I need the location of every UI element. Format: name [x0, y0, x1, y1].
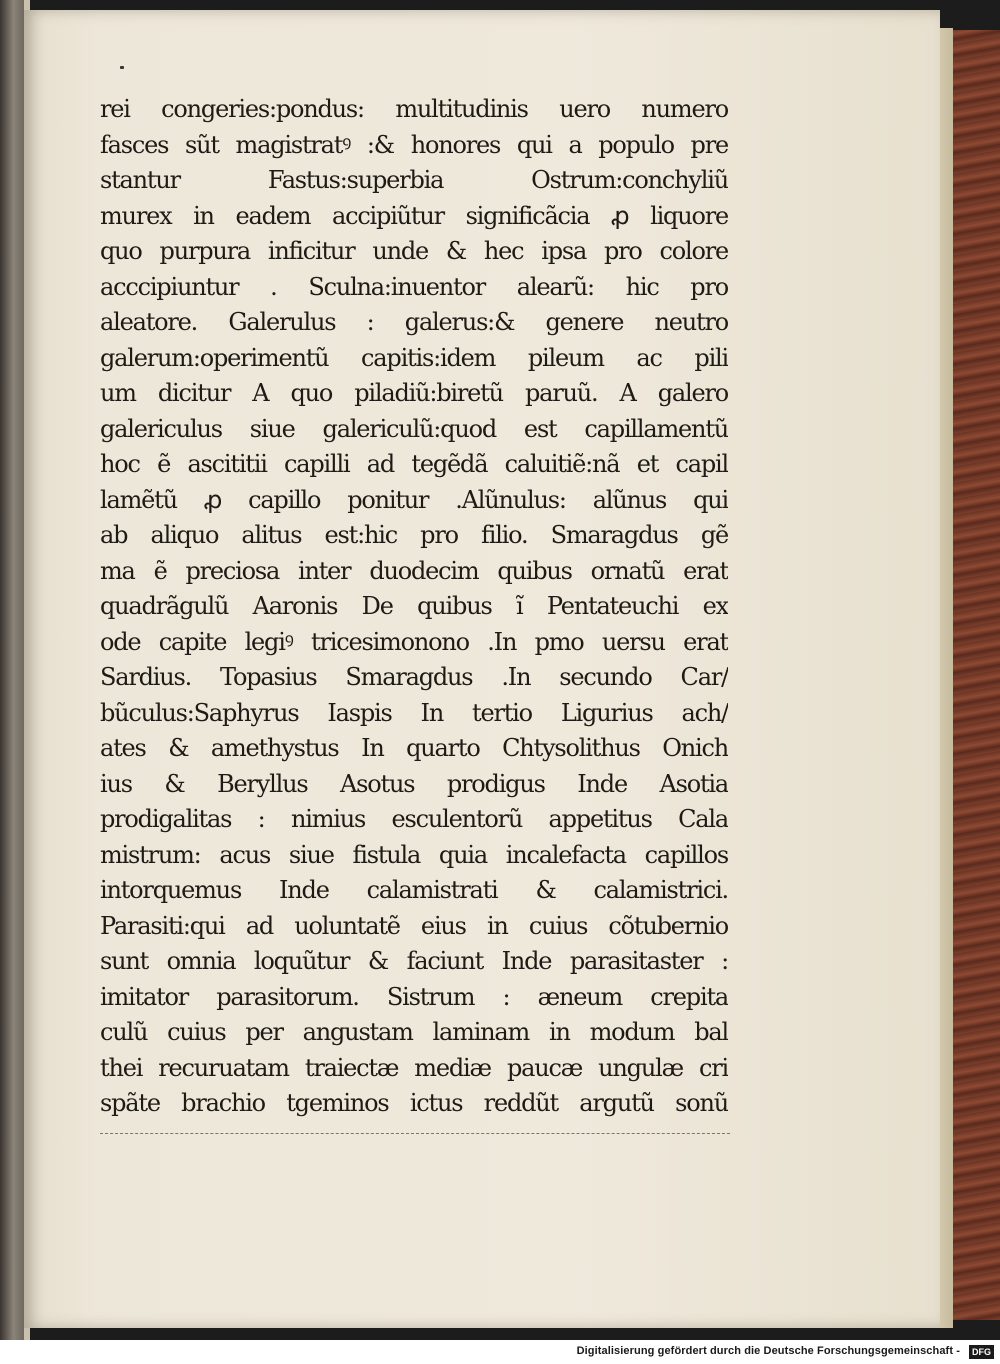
- text-line: quadrãgulũ Aaronis De quibus ĩ Pentateuchi ex: [100, 592, 728, 620]
- text-line: ode capite legiꝰ tricesimonono .In pmo uersu erat: [100, 627, 728, 656]
- dfg-logo: DFG: [969, 1345, 994, 1359]
- text-line: culũ cuius per angustam laminam in modum bal: [100, 1018, 728, 1046]
- text-line: um dicitur A quo piladiũ:biretũ paruũ. A galero: [100, 379, 728, 407]
- text-line: sunt omnia loquũtur & faciunt Inde parasitaster :: [100, 947, 728, 975]
- text-line: mistrum: acus siue fistula quia incalefacta capillos: [100, 840, 728, 869]
- text-line: stantur Fastus:superbia Ostrum:conchyliũ: [100, 166, 728, 194]
- text-block: [100, 92, 728, 1122]
- text-line: prodigalitas : nimius esculentorũ appetitus Cala: [100, 805, 728, 833]
- text-line: hoc ẽ ascititii capilli ad tegẽdã caluitiẽ:nã et capil: [100, 450, 728, 478]
- text-line: ates & amethystus In quarto Chtysolithus Onich: [100, 734, 728, 762]
- text-line: quo purpura inficitur unde & hec ipsa pro colore: [100, 237, 728, 265]
- text-line: fasces sũt magistratꝰ :& honores qui a populo pre: [100, 130, 728, 159]
- text-line: ius & Beryllus Asotus prodigus Inde Asotia: [100, 769, 728, 798]
- digitization-footer: [0, 1340, 1000, 1364]
- text-line: bũculus:Saphyrus Iaspis In tertio Ligurius ach/: [100, 698, 728, 727]
- text-line: galericulus siue galericulũ:quod est capillamentũ: [100, 414, 728, 443]
- text-line: ma ẽ preciosa inter duodecim quibus ornatũ erat: [100, 556, 728, 585]
- text-line: Sardius. Topasius Smaragdus .In secundo Car/: [100, 663, 728, 691]
- text-line: ab aliquo alitus est:hic pro filio. Smaragdus gẽ: [100, 521, 728, 549]
- text-line: intorquemus Inde calamistrati & calamistrici.: [100, 876, 728, 904]
- page-fold-line: [100, 1133, 730, 1134]
- text-line: murex in eadem accipiũtur significãcia ꝓ liquore: [100, 201, 728, 230]
- text-line: acccipiuntur . Sculna:inuentor alearũ: hic pro: [100, 272, 728, 301]
- text-line: rei congeries:pondus: multitudinis uero numero: [100, 95, 728, 123]
- page-mark: [120, 66, 124, 69]
- text-line: thei recuruatam traiectæ mediæ paucæ ungulæ cri: [100, 1053, 728, 1082]
- text-line: galerum:operimentũ capitis:idem pileum ac pili: [100, 343, 728, 372]
- text-line: Parasiti:qui ad uoluntatẽ eius in cuius cõtubernio: [100, 911, 728, 940]
- text-line: lamẽtũ ꝓ capillo ponitur .Alũnulus: alũnus qui: [100, 485, 728, 514]
- text-line: spãte brachio tgeminos ictus reddũt argutũ sonũ: [100, 1089, 728, 1117]
- text-line: imitator parasitorum. Sistrum : æneum crepita: [100, 982, 728, 1011]
- dfg-credit: Digitalisierung gefördert durch die Deutsche Forschungsgemeinschaft -: [576, 1345, 960, 1357]
- text-line: aleatore. Galerulus : galerus:& genere neutro: [100, 308, 728, 336]
